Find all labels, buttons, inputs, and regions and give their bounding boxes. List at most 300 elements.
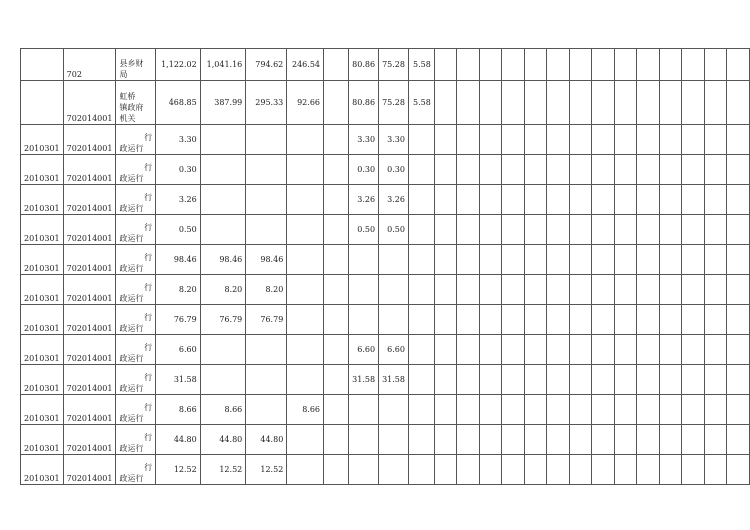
function-name-cell <box>116 245 156 275</box>
empty-cell <box>457 335 480 365</box>
function-name-cell <box>116 365 156 395</box>
amount-cell <box>379 455 409 485</box>
empty-cell <box>502 125 525 155</box>
amount-cell: 0.30 <box>379 155 409 185</box>
empty-cell <box>569 335 592 365</box>
amount-cell: 6.60 <box>379 335 409 365</box>
amount-cell <box>246 155 287 185</box>
amount-cell: 80.86 <box>349 81 379 125</box>
empty-cell <box>614 365 637 395</box>
table-row <box>21 335 750 365</box>
table-row <box>21 245 750 275</box>
empty-cell <box>637 185 660 215</box>
amount-cell <box>408 245 434 275</box>
budget-table <box>20 48 750 485</box>
amount-cell: 80.86 <box>349 49 379 81</box>
empty-cell <box>659 395 682 425</box>
empty-cell <box>524 275 547 305</box>
function-name-line: 政运行 <box>119 444 144 453</box>
function-name-cell <box>116 49 156 81</box>
empty-cell <box>592 215 615 245</box>
empty-cell <box>659 155 682 185</box>
empty-cell <box>457 425 480 455</box>
amount-cell <box>408 395 434 425</box>
empty-cell <box>637 125 660 155</box>
amount-cell <box>349 425 379 455</box>
amount-cell <box>287 185 324 215</box>
amount-cell: 1,122.02 <box>156 49 201 81</box>
amount-cell: 3.26 <box>156 185 201 215</box>
empty-cell <box>502 215 525 245</box>
empty-cell <box>479 125 502 155</box>
function-name-line: 行 <box>144 223 153 232</box>
amount-cell: 794.62 <box>246 49 287 81</box>
empty-cell <box>547 275 570 305</box>
amount-cell <box>287 335 324 365</box>
empty-cell <box>457 365 480 395</box>
function-name-line: 行 <box>144 463 153 472</box>
amount-cell <box>287 365 324 395</box>
function-name-line: 政运行 <box>119 474 144 483</box>
amount-cell: 8.66 <box>156 395 201 425</box>
empty-cell <box>659 335 682 365</box>
amount-cell: 3.30 <box>349 125 379 155</box>
function-code-cell: 2010301 <box>21 365 64 395</box>
amount-cell <box>246 125 287 155</box>
amount-cell <box>287 305 324 335</box>
amount-cell <box>287 125 324 155</box>
amount-cell <box>324 215 349 245</box>
amount-cell: 98.46 <box>156 245 201 275</box>
function-code-cell: 2010301 <box>21 425 64 455</box>
empty-cell <box>524 425 547 455</box>
empty-cell <box>569 49 592 81</box>
function-name-line: 政运行 <box>119 264 144 273</box>
amount-cell <box>408 305 434 335</box>
empty-cell <box>502 335 525 365</box>
amount-cell <box>408 365 434 395</box>
amount-cell: 92.66 <box>287 81 324 125</box>
amount-cell <box>200 125 246 155</box>
amount-cell <box>408 185 434 215</box>
table-row <box>21 455 750 485</box>
amount-cell: 12.52 <box>200 455 246 485</box>
amount-cell <box>324 49 349 81</box>
amount-cell <box>349 455 379 485</box>
empty-cell <box>682 305 705 335</box>
empty-cell <box>502 305 525 335</box>
amount-cell: 1,041.16 <box>200 49 246 81</box>
function-code-cell: 2010301 <box>21 335 64 365</box>
function-name-line: 行 <box>144 163 153 172</box>
amount-cell <box>408 275 434 305</box>
amount-cell: 31.58 <box>349 365 379 395</box>
empty-cell <box>614 81 637 125</box>
department-code-cell: 702014001 <box>63 335 116 365</box>
empty-cell <box>592 49 615 81</box>
department-code-cell: 702014001 <box>63 155 116 185</box>
empty-cell <box>637 455 660 485</box>
empty-cell <box>502 245 525 275</box>
amount-cell <box>287 215 324 245</box>
amount-cell <box>408 155 434 185</box>
empty-cell <box>592 425 615 455</box>
function-name-line: 政运行 <box>119 174 144 183</box>
empty-cell <box>592 245 615 275</box>
empty-cell <box>592 185 615 215</box>
empty-cell <box>659 455 682 485</box>
empty-cell <box>457 455 480 485</box>
table-row <box>21 425 750 455</box>
empty-cell <box>682 425 705 455</box>
function-name-line: 行 <box>144 253 153 262</box>
function-name-cell <box>116 125 156 155</box>
empty-cell <box>682 185 705 215</box>
department-code-cell: 702014001 <box>63 245 116 275</box>
empty-cell <box>547 155 570 185</box>
amount-cell <box>246 185 287 215</box>
empty-cell <box>569 275 592 305</box>
empty-cell <box>547 49 570 81</box>
amount-cell: 98.46 <box>200 245 246 275</box>
amount-cell: 3.30 <box>379 125 409 155</box>
function-name-line: 政运行 <box>119 324 144 333</box>
empty-cell <box>659 125 682 155</box>
empty-cell <box>479 245 502 275</box>
empty-cell <box>502 185 525 215</box>
empty-cell <box>457 275 480 305</box>
empty-cell <box>727 425 750 455</box>
empty-cell <box>682 275 705 305</box>
function-name-cell <box>116 305 156 335</box>
empty-cell <box>434 81 457 125</box>
function-name-cell <box>116 395 156 425</box>
amount-cell <box>200 185 246 215</box>
function-name-cell <box>116 335 156 365</box>
empty-cell <box>547 81 570 125</box>
empty-cell <box>547 185 570 215</box>
empty-cell <box>659 215 682 245</box>
empty-cell <box>682 81 705 125</box>
empty-cell <box>524 49 547 81</box>
amount-cell: 5.58 <box>408 81 434 125</box>
amount-cell <box>324 395 349 425</box>
function-code-cell: 2010301 <box>21 185 64 215</box>
amount-cell: 76.79 <box>156 305 201 335</box>
function-name-line: 政运行 <box>119 354 144 363</box>
empty-cell <box>637 155 660 185</box>
empty-cell <box>479 425 502 455</box>
empty-cell <box>637 81 660 125</box>
amount-cell <box>324 455 349 485</box>
amount-cell <box>200 215 246 245</box>
empty-cell <box>682 215 705 245</box>
empty-cell <box>434 305 457 335</box>
empty-cell <box>727 81 750 125</box>
empty-cell <box>524 81 547 125</box>
empty-cell <box>569 155 592 185</box>
function-code-cell: 2010301 <box>21 395 64 425</box>
empty-cell <box>727 455 750 485</box>
empty-cell <box>569 245 592 275</box>
amount-cell <box>200 155 246 185</box>
empty-cell <box>434 395 457 425</box>
function-name-line: 行 <box>144 133 153 142</box>
amount-cell <box>379 245 409 275</box>
table-row <box>21 365 750 395</box>
amount-cell: 0.30 <box>156 155 201 185</box>
empty-cell <box>592 455 615 485</box>
function-code-cell <box>21 81 64 125</box>
amount-cell: 12.52 <box>156 455 201 485</box>
function-name-cell <box>116 455 156 485</box>
empty-cell <box>592 275 615 305</box>
empty-cell <box>614 49 637 81</box>
amount-cell: 3.30 <box>156 125 201 155</box>
department-code-cell: 702014001 <box>63 395 116 425</box>
empty-cell <box>457 395 480 425</box>
table-row <box>21 185 750 215</box>
amount-cell <box>246 365 287 395</box>
empty-cell <box>637 335 660 365</box>
department-code-cell: 702014001 <box>63 125 116 155</box>
empty-cell <box>569 305 592 335</box>
table-row <box>21 81 750 125</box>
empty-cell <box>659 245 682 275</box>
empty-cell <box>434 49 457 81</box>
empty-cell <box>434 455 457 485</box>
amount-cell: 3.26 <box>349 185 379 215</box>
function-code-cell: 2010301 <box>21 245 64 275</box>
empty-cell <box>727 335 750 365</box>
empty-cell <box>479 81 502 125</box>
empty-cell <box>547 245 570 275</box>
empty-cell <box>659 49 682 81</box>
amount-cell <box>349 245 379 275</box>
empty-cell <box>479 49 502 81</box>
empty-cell <box>682 335 705 365</box>
empty-cell <box>457 215 480 245</box>
empty-cell <box>637 395 660 425</box>
function-code-cell <box>21 49 64 81</box>
empty-cell <box>704 245 727 275</box>
empty-cell <box>727 155 750 185</box>
empty-cell <box>569 455 592 485</box>
empty-cell <box>524 155 547 185</box>
empty-cell <box>434 365 457 395</box>
department-code-cell: 702014001 <box>63 185 116 215</box>
amount-cell <box>324 245 349 275</box>
empty-cell <box>547 365 570 395</box>
empty-cell <box>479 185 502 215</box>
function-name-line: 镇政府 <box>119 103 144 112</box>
empty-cell <box>704 215 727 245</box>
function-name-line: 行 <box>144 403 153 412</box>
function-name-cell <box>116 155 156 185</box>
empty-cell <box>457 185 480 215</box>
amount-cell: 31.58 <box>156 365 201 395</box>
empty-cell <box>502 395 525 425</box>
amount-cell <box>200 365 246 395</box>
amount-cell <box>408 455 434 485</box>
amount-cell <box>287 275 324 305</box>
function-code-cell: 2010301 <box>21 455 64 485</box>
empty-cell <box>727 365 750 395</box>
empty-cell <box>434 155 457 185</box>
amount-cell <box>324 185 349 215</box>
empty-cell <box>682 365 705 395</box>
empty-cell <box>479 215 502 245</box>
department-code-cell: 702 <box>63 49 116 81</box>
amount-cell: 8.20 <box>246 275 287 305</box>
empty-cell <box>682 245 705 275</box>
amount-cell: 295.33 <box>246 81 287 125</box>
empty-cell <box>524 305 547 335</box>
empty-cell <box>614 245 637 275</box>
empty-cell <box>434 215 457 245</box>
empty-cell <box>727 49 750 81</box>
empty-cell <box>592 305 615 335</box>
empty-cell <box>637 305 660 335</box>
function-name-line: 政运行 <box>119 384 144 393</box>
amount-cell <box>324 335 349 365</box>
amount-cell <box>379 305 409 335</box>
empty-cell <box>524 365 547 395</box>
empty-cell <box>592 335 615 365</box>
function-name-line: 行 <box>144 433 153 442</box>
function-name-cell <box>116 425 156 455</box>
empty-cell <box>547 215 570 245</box>
function-name-line: 政运行 <box>119 234 144 243</box>
empty-cell <box>592 395 615 425</box>
empty-cell <box>704 455 727 485</box>
department-code-cell: 702014001 <box>63 455 116 485</box>
empty-cell <box>524 185 547 215</box>
amount-cell <box>200 335 246 365</box>
function-name-line: 政运行 <box>119 144 144 153</box>
amount-cell <box>324 275 349 305</box>
table-row <box>21 215 750 245</box>
amount-cell: 8.66 <box>200 395 246 425</box>
empty-cell <box>704 275 727 305</box>
amount-cell: 8.20 <box>200 275 246 305</box>
amount-cell <box>246 335 287 365</box>
amount-cell <box>408 425 434 455</box>
amount-cell: 98.46 <box>246 245 287 275</box>
empty-cell <box>547 425 570 455</box>
empty-cell <box>637 275 660 305</box>
function-name-cell <box>116 215 156 245</box>
empty-cell <box>592 125 615 155</box>
empty-cell <box>569 81 592 125</box>
empty-cell <box>479 275 502 305</box>
amount-cell: 76.79 <box>246 305 287 335</box>
empty-cell <box>524 395 547 425</box>
empty-cell <box>614 305 637 335</box>
empty-cell <box>434 185 457 215</box>
empty-cell <box>727 275 750 305</box>
empty-cell <box>547 395 570 425</box>
amount-cell: 44.80 <box>156 425 201 455</box>
amount-cell: 75.28 <box>379 49 409 81</box>
empty-cell <box>704 155 727 185</box>
empty-cell <box>682 395 705 425</box>
empty-cell <box>479 305 502 335</box>
empty-cell <box>614 335 637 365</box>
amount-cell <box>324 365 349 395</box>
amount-cell <box>379 275 409 305</box>
empty-cell <box>547 455 570 485</box>
empty-cell <box>614 155 637 185</box>
empty-cell <box>569 215 592 245</box>
empty-cell <box>659 81 682 125</box>
empty-cell <box>592 365 615 395</box>
table-row <box>21 125 750 155</box>
function-name-line: 行 <box>144 313 153 322</box>
empty-cell <box>704 425 727 455</box>
empty-cell <box>659 275 682 305</box>
empty-cell <box>727 125 750 155</box>
amount-cell: 12.52 <box>246 455 287 485</box>
empty-cell <box>614 185 637 215</box>
function-name-line: 虹桥 <box>119 92 136 101</box>
amount-cell <box>324 125 349 155</box>
empty-cell <box>502 425 525 455</box>
amount-cell <box>287 425 324 455</box>
amount-cell: 0.50 <box>156 215 201 245</box>
empty-cell <box>614 395 637 425</box>
empty-cell <box>659 185 682 215</box>
amount-cell: 387.99 <box>200 81 246 125</box>
empty-cell <box>434 425 457 455</box>
empty-cell <box>547 125 570 155</box>
empty-cell <box>727 245 750 275</box>
empty-cell <box>502 155 525 185</box>
amount-cell <box>379 425 409 455</box>
function-name-line: 机关 <box>119 114 136 123</box>
function-name-line: 行 <box>144 373 153 382</box>
department-code-cell: 702014001 <box>63 305 116 335</box>
empty-cell <box>457 125 480 155</box>
amount-cell <box>324 81 349 125</box>
function-code-cell: 2010301 <box>21 125 64 155</box>
empty-cell <box>637 245 660 275</box>
amount-cell <box>287 455 324 485</box>
amount-cell: 0.50 <box>349 215 379 245</box>
empty-cell <box>614 455 637 485</box>
empty-cell <box>637 215 660 245</box>
empty-cell <box>614 275 637 305</box>
empty-cell <box>457 245 480 275</box>
empty-cell <box>704 81 727 125</box>
function-name-line: 政运行 <box>119 414 144 423</box>
amount-cell: 8.66 <box>287 395 324 425</box>
empty-cell <box>479 365 502 395</box>
empty-cell <box>524 215 547 245</box>
department-code-cell: 702014001 <box>63 275 116 305</box>
empty-cell <box>727 215 750 245</box>
amount-cell: 6.60 <box>156 335 201 365</box>
table-body <box>21 49 750 485</box>
department-code-cell: 702014001 <box>63 215 116 245</box>
empty-cell <box>479 155 502 185</box>
amount-cell <box>324 305 349 335</box>
table-row <box>21 49 750 81</box>
table-row <box>21 395 750 425</box>
table-row <box>21 305 750 335</box>
amount-cell: 0.50 <box>379 215 409 245</box>
empty-cell <box>569 125 592 155</box>
